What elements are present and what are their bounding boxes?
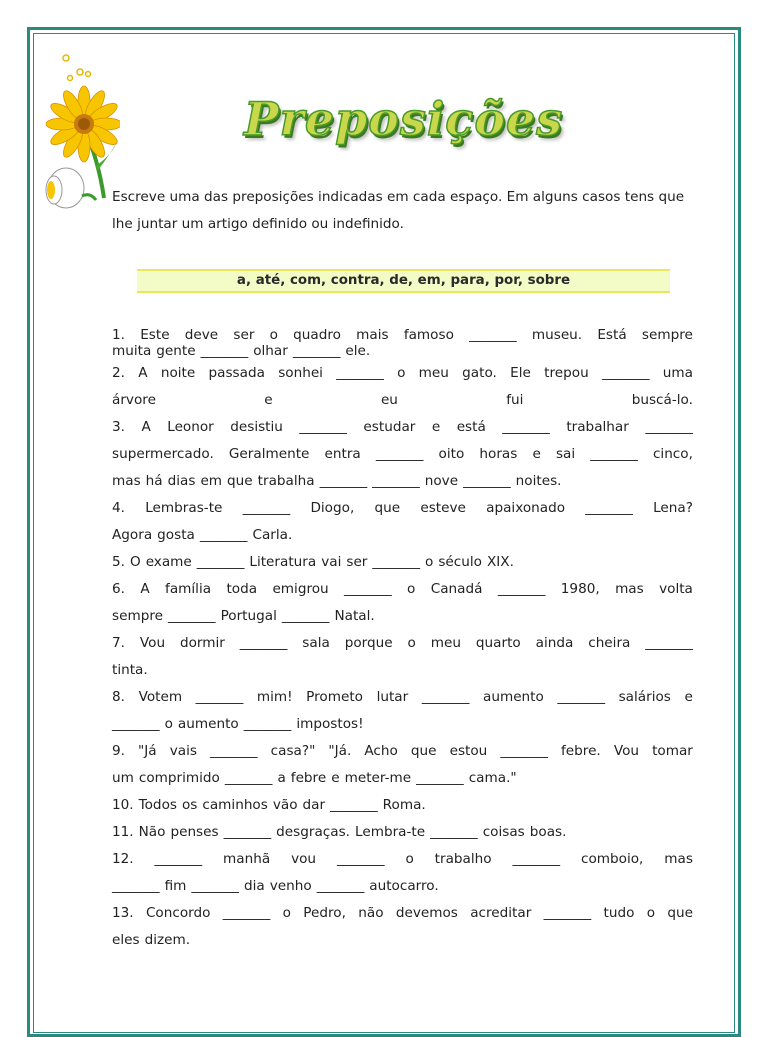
word: Acho bbox=[364, 743, 398, 759]
word: 3. bbox=[112, 419, 125, 435]
word: que bbox=[227, 473, 253, 489]
blank-space[interactable]: _______ bbox=[344, 581, 392, 597]
word: boas. bbox=[529, 824, 567, 840]
word: vai bbox=[321, 554, 342, 570]
blank-space[interactable]: _______ bbox=[319, 473, 368, 489]
word: 10. bbox=[112, 797, 134, 813]
word: Lembras-te bbox=[145, 500, 223, 516]
word: Leonor bbox=[167, 419, 214, 435]
word: trabalha bbox=[257, 473, 315, 489]
word: gosta bbox=[157, 527, 195, 543]
blank-space[interactable]: _______ bbox=[316, 878, 365, 894]
word: dar bbox=[302, 797, 326, 813]
instructions: Escreve uma das preposições indicadas em cada espaço. Em alguns casos tens que lhe juntar um artigo definido ou indefinido. bbox=[112, 189, 685, 232]
word: emigrou bbox=[272, 581, 329, 597]
word: 2. bbox=[112, 365, 125, 381]
word: que bbox=[667, 905, 693, 921]
word: muita bbox=[112, 343, 152, 359]
blank-space[interactable]: _______ bbox=[281, 608, 330, 624]
word: supermercado. bbox=[112, 446, 214, 462]
word: sala bbox=[302, 635, 330, 651]
blank-space[interactable]: _______ bbox=[112, 716, 160, 732]
blank-space[interactable]: _______ bbox=[645, 419, 693, 435]
word: a bbox=[277, 770, 286, 786]
blank-space[interactable]: _______ bbox=[463, 473, 511, 489]
word: dormir bbox=[179, 635, 225, 651]
word: uma bbox=[662, 365, 693, 381]
word: quarto bbox=[475, 635, 521, 651]
word: não bbox=[358, 905, 384, 921]
word: manhã bbox=[223, 851, 271, 867]
word: trabalho bbox=[434, 851, 492, 867]
exercise-line bbox=[112, 738, 693, 765]
word: que bbox=[374, 500, 401, 516]
exercise-line bbox=[112, 684, 693, 711]
word: Este bbox=[140, 327, 170, 343]
word: famoso bbox=[403, 327, 454, 343]
word: trepou bbox=[544, 365, 589, 381]
word: sai bbox=[555, 446, 576, 462]
word: Lena? bbox=[653, 500, 693, 516]
word: Lembra-te bbox=[355, 824, 426, 840]
blank-space[interactable]: _______ bbox=[336, 365, 384, 381]
word: Está bbox=[597, 327, 627, 343]
exercise-line bbox=[112, 576, 693, 603]
blank-space[interactable]: _______ bbox=[299, 419, 347, 435]
word: O bbox=[129, 554, 141, 570]
word: Concordo bbox=[145, 905, 211, 921]
blank-space[interactable]: _______ bbox=[199, 527, 248, 543]
blank-space[interactable]: _______ bbox=[167, 608, 216, 624]
word: noites. bbox=[515, 473, 562, 489]
exercise-line bbox=[112, 900, 693, 927]
word: em bbox=[200, 473, 223, 489]
word: 9. bbox=[112, 743, 125, 759]
exercise-line bbox=[112, 657, 693, 684]
word: um bbox=[112, 770, 134, 786]
word: A bbox=[138, 365, 148, 381]
word: buscá-lo. bbox=[631, 392, 693, 408]
exercise-line bbox=[112, 387, 693, 414]
word: casa?" bbox=[270, 743, 316, 759]
word: o bbox=[646, 905, 656, 921]
word: Natal. bbox=[334, 608, 375, 624]
word: 7. bbox=[112, 635, 125, 651]
word: tudo bbox=[603, 905, 635, 921]
word: devemos bbox=[395, 905, 458, 921]
word: Todos bbox=[138, 797, 177, 813]
exercise-line bbox=[112, 468, 693, 495]
blank-space[interactable]: _______ bbox=[239, 635, 288, 651]
word: porque bbox=[344, 635, 393, 651]
word: desgraças. bbox=[276, 824, 351, 840]
exercise-line bbox=[112, 522, 693, 549]
word: século bbox=[438, 554, 482, 570]
word: sonhei bbox=[278, 365, 323, 381]
word: mas bbox=[112, 473, 141, 489]
exercise-line bbox=[112, 441, 693, 468]
word: aumento bbox=[177, 716, 239, 732]
word: sempre bbox=[112, 608, 163, 624]
word: gente bbox=[156, 343, 196, 359]
word: mas bbox=[615, 581, 644, 597]
blank-space[interactable]: _______ bbox=[543, 905, 592, 921]
word: dizem. bbox=[144, 932, 191, 948]
word: ainda bbox=[535, 635, 574, 651]
word: deve bbox=[184, 327, 219, 343]
exercise-line bbox=[112, 711, 693, 738]
blank-space[interactable]: _______ bbox=[224, 770, 273, 786]
blank-space[interactable]: _______ bbox=[242, 500, 291, 516]
blank-space[interactable]: _______ bbox=[512, 851, 561, 867]
word: mas bbox=[664, 851, 693, 867]
exercise-line bbox=[112, 603, 693, 630]
word: Geralmente bbox=[228, 446, 310, 462]
word: está bbox=[456, 419, 486, 435]
word: coisas bbox=[482, 824, 525, 840]
word: vou bbox=[291, 851, 317, 867]
word: cinco, bbox=[652, 446, 693, 462]
word: venho bbox=[269, 878, 312, 894]
word: Carla. bbox=[252, 527, 293, 543]
word: aumento bbox=[483, 689, 544, 705]
word: entra bbox=[324, 446, 361, 462]
word: horas bbox=[479, 446, 518, 462]
word: ser bbox=[346, 554, 368, 570]
word: e bbox=[264, 392, 273, 408]
word: 8. bbox=[112, 689, 125, 705]
word: desistiu bbox=[230, 419, 283, 435]
word: meu bbox=[430, 635, 461, 651]
word: eu bbox=[380, 392, 398, 408]
word: apaixonado bbox=[486, 500, 566, 516]
exercise-line bbox=[112, 549, 693, 576]
exercise-line bbox=[112, 630, 693, 657]
word: 5. bbox=[112, 554, 125, 570]
word: o bbox=[164, 716, 173, 732]
word: fui bbox=[506, 392, 524, 408]
sunflower-icon bbox=[40, 48, 120, 228]
word: o bbox=[424, 554, 434, 570]
word: 1. bbox=[112, 327, 125, 343]
blank-space[interactable]: _______ bbox=[497, 581, 546, 597]
word: Vou bbox=[613, 743, 640, 759]
word: Pedro, bbox=[303, 905, 346, 921]
word: e bbox=[331, 770, 340, 786]
blank-space[interactable]: _______ bbox=[557, 689, 605, 705]
blank-space[interactable]: _______ bbox=[469, 327, 517, 343]
blank-space[interactable]: _______ bbox=[502, 419, 550, 435]
word: Ele bbox=[510, 365, 531, 381]
exercise-line bbox=[112, 414, 693, 441]
word: impostos! bbox=[296, 716, 364, 732]
word: dias bbox=[167, 473, 196, 489]
blank-space[interactable]: _______ bbox=[590, 446, 638, 462]
word: e bbox=[431, 419, 441, 435]
word: lutar bbox=[376, 689, 409, 705]
word: família bbox=[165, 581, 212, 597]
word: meter-me bbox=[344, 770, 412, 786]
blank-space[interactable]: _______ bbox=[645, 635, 693, 651]
word: caminhos bbox=[202, 797, 268, 813]
word: vão bbox=[272, 797, 298, 813]
word: o bbox=[269, 327, 278, 343]
word: fim bbox=[164, 878, 187, 894]
word: febre bbox=[290, 770, 327, 786]
blank-space[interactable]: _______ bbox=[372, 473, 420, 489]
word: meu bbox=[418, 365, 449, 381]
word: febre. bbox=[561, 743, 601, 759]
word: ser bbox=[233, 327, 255, 343]
blank-space[interactable]: _______ bbox=[196, 554, 245, 570]
blank-space[interactable]: _______ bbox=[421, 689, 470, 705]
word: comprimido bbox=[138, 770, 220, 786]
blank-space[interactable]: _______ bbox=[154, 851, 203, 867]
word: museu. bbox=[531, 327, 583, 343]
word: estudar bbox=[363, 419, 416, 435]
word: XIX. bbox=[486, 554, 514, 570]
word: 13. bbox=[112, 905, 134, 921]
blank-space[interactable]: _______ bbox=[372, 554, 420, 570]
word: Prometo bbox=[306, 689, 363, 705]
word: toda bbox=[226, 581, 258, 597]
exercise-line bbox=[112, 792, 693, 819]
blank-space[interactable]: _______ bbox=[222, 905, 271, 921]
word: e bbox=[684, 689, 693, 705]
word: 1980, bbox=[560, 581, 600, 597]
blank-space[interactable]: _______ bbox=[292, 343, 341, 359]
word: o bbox=[405, 851, 414, 867]
preposition-list: a, até, com, contra, de, em, para, por, sobre bbox=[137, 269, 670, 293]
word: noite bbox=[160, 365, 196, 381]
blank-space[interactable]: _______ bbox=[223, 824, 272, 840]
word: Literatura bbox=[249, 554, 317, 570]
word: tomar bbox=[652, 743, 693, 759]
word: 6. bbox=[112, 581, 125, 597]
exercise-line bbox=[112, 324, 693, 342]
word: gato. bbox=[462, 365, 497, 381]
word: Votem bbox=[138, 689, 183, 705]
blank-space[interactable]: _______ bbox=[336, 851, 385, 867]
blank-space[interactable]: _______ bbox=[585, 500, 633, 516]
word: 12. bbox=[112, 851, 134, 867]
exercise-line bbox=[112, 342, 693, 360]
word: exame bbox=[145, 554, 192, 570]
word: tinta. bbox=[112, 662, 148, 678]
exercise-line bbox=[112, 360, 693, 387]
exercise-line bbox=[112, 873, 693, 900]
blank-space[interactable]: _______ bbox=[243, 716, 292, 732]
word: Agora bbox=[112, 527, 153, 543]
blank-space[interactable]: _______ bbox=[601, 365, 650, 381]
word: o bbox=[397, 365, 406, 381]
word: eles bbox=[112, 932, 140, 948]
word: Canadá bbox=[430, 581, 483, 597]
white-flower-icon bbox=[46, 168, 96, 208]
word: esteve bbox=[420, 500, 466, 516]
exercise-line bbox=[112, 495, 693, 522]
word: Vou bbox=[139, 635, 166, 651]
word: 11. bbox=[112, 824, 134, 840]
word: autocarro. bbox=[369, 878, 439, 894]
word: os bbox=[181, 797, 198, 813]
word: 4. bbox=[112, 500, 125, 516]
blank-space[interactable]: _______ bbox=[430, 824, 478, 840]
word: trabalhar bbox=[566, 419, 629, 435]
blank-space[interactable]: _______ bbox=[191, 878, 239, 894]
word: penses bbox=[170, 824, 219, 840]
word: ele. bbox=[345, 343, 371, 359]
word: Portugal bbox=[220, 608, 277, 624]
word: salários bbox=[618, 689, 671, 705]
word: Não bbox=[138, 824, 166, 840]
word: mim! bbox=[256, 689, 293, 705]
word: estou bbox=[449, 743, 488, 759]
blank-space[interactable]: _______ bbox=[195, 689, 244, 705]
page-title: Preposições bbox=[244, 92, 564, 146]
blank-space[interactable]: _______ bbox=[200, 343, 249, 359]
exercise-line bbox=[112, 819, 693, 846]
word: o bbox=[407, 635, 416, 651]
exercise-list bbox=[112, 324, 693, 954]
word: acreditar bbox=[470, 905, 532, 921]
word: A bbox=[141, 419, 151, 435]
word: o bbox=[407, 581, 416, 597]
exercise-line bbox=[112, 846, 693, 873]
blank-space[interactable]: _______ bbox=[500, 743, 548, 759]
word: cama." bbox=[468, 770, 517, 786]
word: o bbox=[282, 905, 291, 921]
word: sempre bbox=[641, 327, 693, 343]
word: olhar bbox=[253, 343, 288, 359]
word: "Já bbox=[138, 743, 157, 759]
exercise-line bbox=[112, 927, 693, 954]
blank-space[interactable]: _______ bbox=[416, 770, 464, 786]
word: passada bbox=[208, 365, 265, 381]
word: volta bbox=[659, 581, 693, 597]
word: oito bbox=[438, 446, 465, 462]
word: comboio, bbox=[580, 851, 644, 867]
word: Roma. bbox=[382, 797, 426, 813]
word: A bbox=[140, 581, 150, 597]
word: e bbox=[532, 446, 541, 462]
word: nove bbox=[424, 473, 459, 489]
blank-space[interactable]: _______ bbox=[330, 797, 378, 813]
blank-space[interactable]: _______ bbox=[375, 446, 424, 462]
blank-space[interactable]: _______ bbox=[112, 878, 160, 894]
word: vais bbox=[169, 743, 197, 759]
word: cheira bbox=[588, 635, 631, 651]
word: há bbox=[145, 473, 163, 489]
word: mais bbox=[356, 327, 389, 343]
word: quadro bbox=[293, 327, 341, 343]
word: dia bbox=[243, 878, 265, 894]
blank-space[interactable]: _______ bbox=[210, 743, 258, 759]
word: que bbox=[410, 743, 437, 759]
word: árvore bbox=[112, 392, 156, 408]
exercise-line bbox=[112, 765, 693, 792]
word: "Já. bbox=[328, 743, 352, 759]
word: Diogo, bbox=[310, 500, 355, 516]
